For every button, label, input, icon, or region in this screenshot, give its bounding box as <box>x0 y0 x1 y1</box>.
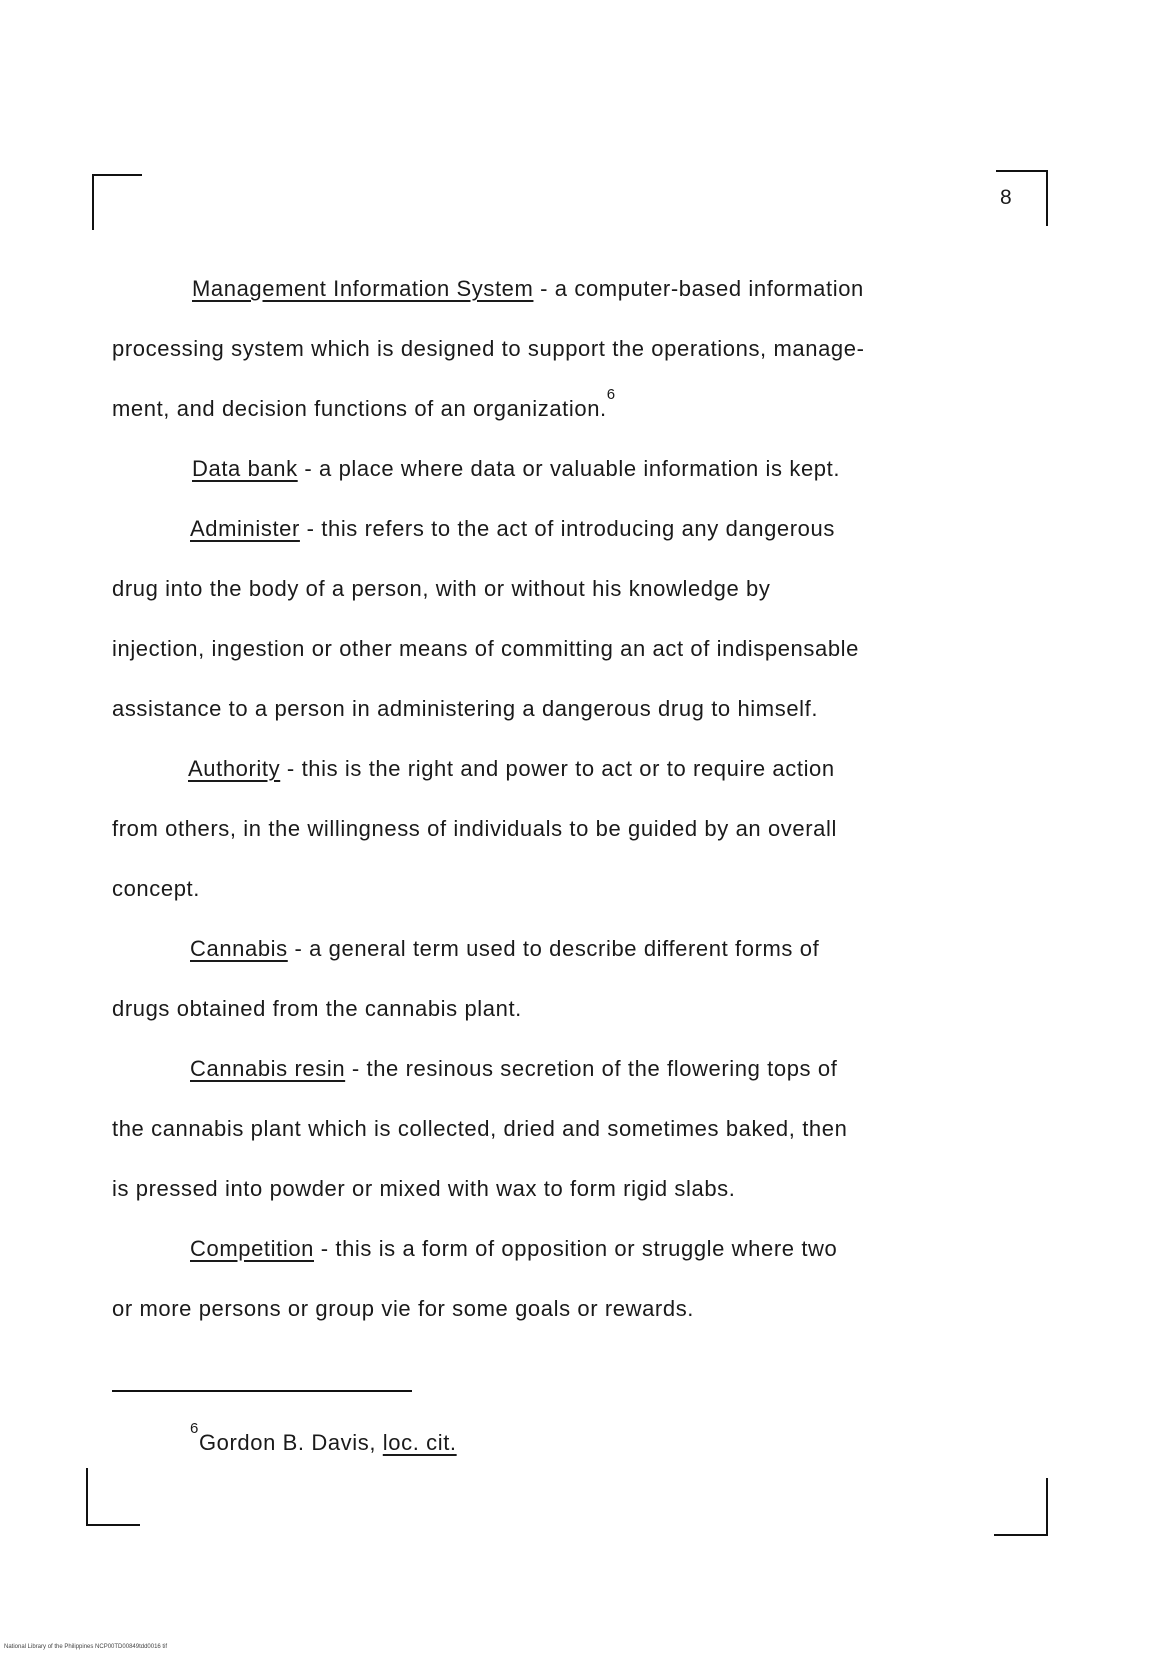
crop-mark-bottom-right <box>994 1534 1048 1536</box>
footnote-ref: 6 <box>606 386 616 403</box>
term-label: Administer <box>190 516 300 541</box>
entry-line: injection, ingestion or other means of committing an act of indispensable <box>112 636 859 661</box>
scan-footer: National Library of the Philippines NCP00TD00849tdd0016 tif <box>4 1644 168 1650</box>
definition-text: - this refers to the act of introducing any dangerous <box>299 516 835 541</box>
entry-line <box>112 386 616 422</box>
footnote-citation: loc. cit. <box>382 1430 457 1455</box>
entry-line <box>192 276 864 302</box>
entry-line <box>188 756 835 782</box>
term-label: Cannabis resin <box>190 1056 346 1081</box>
footnote <box>190 1420 457 1456</box>
entry-line <box>190 516 835 542</box>
crop-mark-bottom-right-v <box>1046 1478 1048 1536</box>
definition-text: - a computer-based information <box>533 276 864 301</box>
definition-text: - the resinous secretion of the flowering tops of <box>345 1056 838 1081</box>
entry-line: drugs obtained from the cannabis plant. <box>112 996 522 1021</box>
crop-mark-top-right <box>996 170 1048 172</box>
entry-line: is pressed into powder or mixed with wax to form rigid slabs. <box>112 1176 736 1201</box>
footnote-divider <box>112 1390 412 1392</box>
entry-line: assistance to a person in administering a dangerous drug to himself. <box>112 696 819 721</box>
definition-text: - a general term used to describe different forms of <box>287 936 820 961</box>
entry-line <box>190 1236 837 1262</box>
entry-line: concept. <box>112 876 200 901</box>
term-label: Cannabis <box>190 936 288 961</box>
term-label: Data bank <box>192 456 298 481</box>
definition-text: ment, and decision functions of an organization. <box>112 396 607 421</box>
footnote-number: 6 <box>190 1420 199 1437</box>
footnote-author: Gordon B. Davis, <box>198 1430 383 1455</box>
definition-text: - this is a form of opposition or struggle where two <box>314 1236 838 1261</box>
entry-line <box>190 1056 837 1082</box>
term-label: Competition <box>190 1236 314 1261</box>
crop-mark-top-right-v <box>1046 170 1048 226</box>
entry-line: from others, in the willingness of individuals to be guided by an overall <box>112 816 837 841</box>
crop-mark-bottom-left-v <box>86 1468 88 1526</box>
term-label: Management Information System <box>192 276 534 301</box>
crop-mark-top-left <box>92 174 142 176</box>
entry-line <box>190 936 819 962</box>
entry-line: drug into the body of a person, with or without his knowledge by <box>112 576 771 601</box>
entry-line <box>192 456 840 482</box>
page-number: 8 <box>1000 186 1012 209</box>
crop-mark-bottom-left <box>86 1524 140 1526</box>
definition-text: - a place where data or valuable information is kept. <box>297 456 841 481</box>
crop-mark-top-left-v <box>92 174 94 230</box>
definition-text: - this is the right and power to act or to require action <box>280 756 835 781</box>
entry-line: or more persons or group vie for some goals or rewards. <box>112 1296 695 1321</box>
term-label: Authority <box>188 756 281 781</box>
entry-line: processing system which is designed to support the operations, manage- <box>112 336 865 361</box>
entry-line: the cannabis plant which is collected, dried and sometimes baked, then <box>112 1116 848 1141</box>
